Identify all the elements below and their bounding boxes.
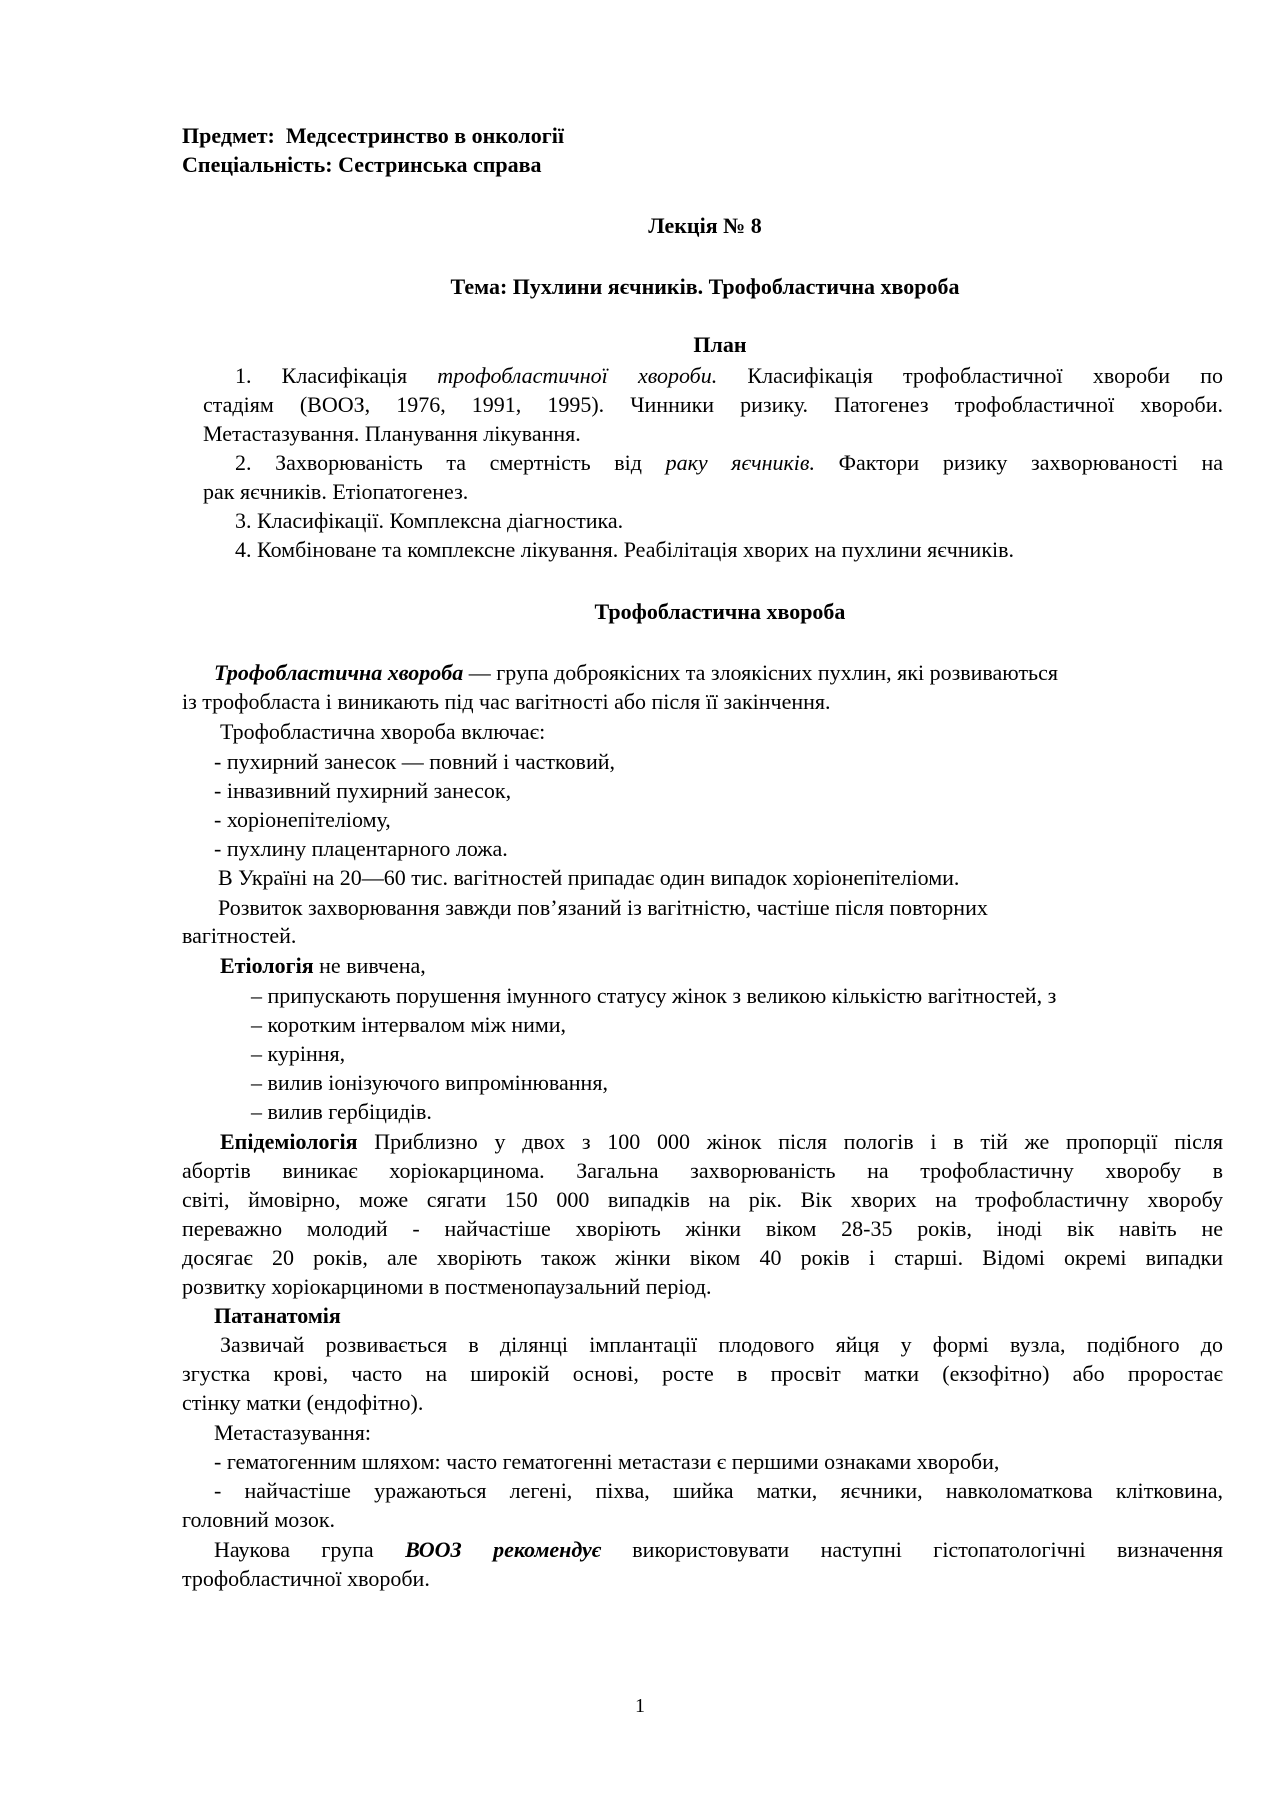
list-item: - пухлину плацентарного ложа. bbox=[214, 836, 508, 861]
plan-item-3: 3. Класифікації. Комплексна діагностика. bbox=[235, 508, 624, 533]
list-item: - інвазивний пухирний занесок, bbox=[214, 778, 512, 803]
etiology-item: – куріння, bbox=[251, 1041, 346, 1066]
plan-item-2-line-1: 2. Захворюваність та смертність від раку яєчників. Фактори ризику захворюваності на bbox=[235, 450, 1223, 475]
epidemiology-line-1: Епідеміологія Приблизно у двох з 100 000 жінок після пологів і в тій же пропорції після bbox=[220, 1129, 1223, 1154]
pathanatomy-line-1: Зазвичай розвивається в ділянці імплантації плодового яйця у формі вузла, подібного до bbox=[220, 1332, 1223, 1357]
subject-value: Медсестринство в онкології bbox=[285, 123, 564, 148]
page-number: 1 bbox=[635, 1695, 645, 1717]
development-line-1: Розвиток захворювання завжди пов’язаний із вагітністю, частіше після повторних bbox=[218, 895, 988, 920]
etiology-item: – вилив іонізуючого випромінювання, bbox=[251, 1070, 608, 1095]
metastasis-line-2: - найчастіше уражаються легені, піхва, шийка матки, яєчники, навколоматкова клітковина, bbox=[214, 1478, 1223, 1503]
definition-line-1: Трофобластична хвороба — група доброякісних та злоякісних пухлин, які розвиваються bbox=[214, 660, 1058, 685]
epidemiology-line-2: абортів виникає хоріокарцинома. Загальна захворюваність на трофобластичну хворобу в bbox=[182, 1158, 1223, 1183]
epidemiology-line-3: світі, ймовірно, може сягати 150 000 випадків на рік. Вік хворих на трофобластичну хворобу bbox=[182, 1187, 1223, 1212]
pathanatomy-line-3: стінку матки (ендофітно). bbox=[182, 1390, 424, 1415]
epidemiology-line-6: розвитку хоріокарциноми в постменопаузальний період. bbox=[182, 1274, 712, 1299]
subject-line bbox=[182, 122, 564, 150]
epidemiology-line-5: досягає 20 років, але хворіють також жінки віком 40 років і старші. Відомі окремі випадки bbox=[182, 1245, 1223, 1270]
list-item: - хоріонепітеліому, bbox=[214, 807, 391, 832]
etiology-item: – вилив гербіцидів. bbox=[251, 1099, 432, 1124]
etiology-line: Етіологія не вивчена, bbox=[220, 953, 426, 978]
plan-item-4: 4. Комбіноване та комплексне лікування. Реабілітація хворих на пухлини яєчників. bbox=[235, 537, 1015, 562]
section-title: Трофобластична хвороба bbox=[594, 599, 846, 624]
includes-line: Трофобластична хвороба включає: bbox=[220, 719, 546, 744]
list-item: - пухирний занесок — повний і частковий, bbox=[214, 749, 615, 774]
plan-title: План bbox=[693, 332, 747, 357]
epidemiology-line-4: переважно молодий - найчастіше хворіють жінки віком 28-35 років, іноді вік навіть не bbox=[182, 1216, 1223, 1241]
definition-line-2: із трофобласта і виникають під час вагітності або після її закінчення. bbox=[182, 689, 831, 714]
subject-label: Предмет: bbox=[182, 123, 275, 148]
etiology-item: – коротким інтервалом між ними, bbox=[251, 1012, 567, 1037]
lecture-title: Лекція № 8 bbox=[648, 213, 762, 238]
plan-item-2-line-2: рак яєчників. Етіопатогенез. bbox=[203, 479, 469, 504]
who-line-1: Наукова група ВООЗ рекомендує використовувати наступні гістопатологічні визначення bbox=[214, 1537, 1223, 1562]
metastasis-heading: Метастазування: bbox=[214, 1420, 371, 1445]
pathanatomy-line-2: згустка крові, часто на широкій основі, росте в просвіт матки (екзофітно) або проростає bbox=[182, 1361, 1223, 1386]
specialty-line: Спеціальність: Сестринська справа bbox=[182, 152, 542, 177]
topic-title: Тема: Пухлини яєчників. Трофобластична хвороба bbox=[450, 274, 960, 299]
plan-item-1-line-3: Метастазування. Планування лікування. bbox=[203, 421, 581, 446]
development-line-2: вагітностей. bbox=[182, 923, 297, 948]
metastasis-line-1: - гематогенним шляхом: часто гематогенні метастази є першими ознаками хвороби, bbox=[214, 1449, 1000, 1474]
metastasis-line-3: головний мозок. bbox=[182, 1507, 336, 1532]
plan-item-1-line-1: 1. Класифікація трофобластичної хвороби. Класифікація трофобластичної хвороби по bbox=[235, 363, 1223, 388]
ukraine-line: В Україні на 20—60 тис. вагітностей припадає один випадок хоріонепітеліоми. bbox=[218, 865, 960, 890]
plan-item-1-line-2: стадіям (ВООЗ, 1976, 1991, 1995). Чинники ризику. Патогенез трофобластичної хвороби. bbox=[203, 392, 1223, 417]
etiology-item: – припускають порушення імунного статусу жінок з великою кількістю вагітностей, з bbox=[251, 983, 1057, 1008]
who-line-2: трофобластичної хвороби. bbox=[182, 1566, 430, 1591]
pathanatomy-heading: Патанатомія bbox=[214, 1303, 341, 1328]
